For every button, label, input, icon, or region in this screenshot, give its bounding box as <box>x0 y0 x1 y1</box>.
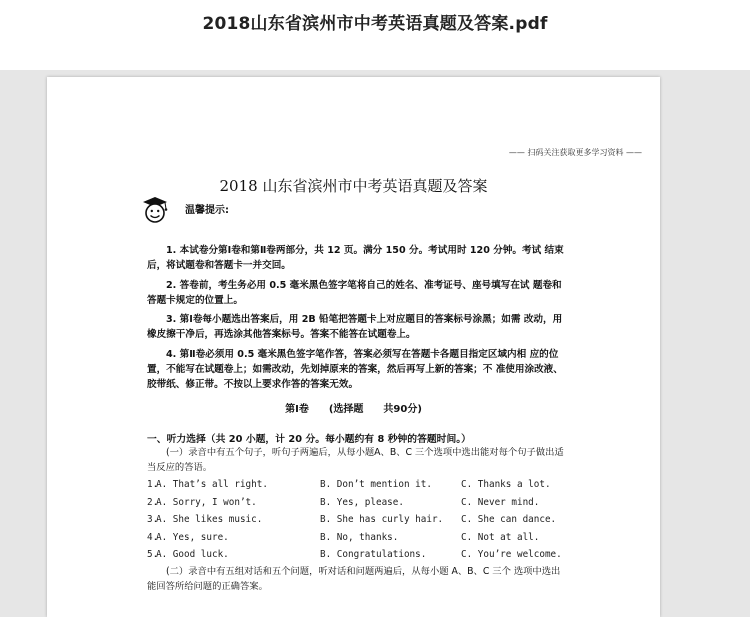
question-row <box>147 514 567 528</box>
option-a: A. Yes, sure. <box>156 531 229 543</box>
option-b: B. Don’t mention it. <box>320 479 432 490</box>
instruction-text: (一）录音中有五个句子，听句子两遍后，从每小题A、B、C 三个选项中选出能对每个句子做出适当反应的答语。 <box>147 447 564 473</box>
question-row <box>147 479 567 493</box>
section-title: 第Ⅰ卷 (选择题 共90分) <box>285 404 422 415</box>
note-item: 1. 本试卷分第Ⅰ卷和第Ⅱ卷两部分，共 12 页。满分 150 分。考试用时 120 分钟。考试 结束后，将试题卷和答题卡一并交回。 <box>147 245 564 271</box>
note-item: 3. 第Ⅰ卷每小题选出答案后，用 2B 铅笔把答题卡上对应题目的答案标号涂黑；如需 改动，用橡皮擦干净后，再选涂其他答案标号。答案不能答在试题卷上。 <box>147 314 563 341</box>
option-b: B. No, thanks. <box>320 531 399 543</box>
question-number: 5. <box>147 549 159 560</box>
file-title: 2018山东省滨州市中考英语真题及答案.pdf <box>202 14 548 34</box>
option-c: C. You’re welcome. <box>461 549 562 560</box>
option-a: A. That’s all right. <box>156 479 268 490</box>
note-item: 4. 第Ⅱ卷必须用 0.5 毫米黑色签字笔作答，答案必须写在答题卡各题目指定区域内相 应的位置，不能写在试题卷上；如需改动，先划掉原来的答案，然后再写上新的答案；不 准使用涂改液、胶带纸、修正带。不按以上要求作答的答案无效。 <box>147 348 563 390</box>
document-title: 2018 山东省滨州市中考英语真题及答案 <box>219 177 488 195</box>
tips-label: 温馨提示: <box>185 205 229 216</box>
option-a: A. Sorry, I won’t. <box>156 496 257 508</box>
question-row <box>147 497 567 511</box>
part-heading: 一、听力选择（共 20 小题，计 20 分。每小题约有 8 秒钟的答题时间。） <box>147 434 471 445</box>
option-b: B. Yes, please. <box>320 496 404 508</box>
question-number: 3. <box>147 514 159 525</box>
option-c: C. She can dance. <box>461 514 557 525</box>
option-b: B. Congratulations. <box>320 549 427 560</box>
question-row <box>147 549 567 563</box>
exam-notes <box>147 243 567 396</box>
option-a: A. Good luck. <box>156 549 229 560</box>
option-b: B. She has curly hair. <box>320 514 444 525</box>
question-number: 1. <box>147 479 159 490</box>
question-number: 4. <box>147 531 159 543</box>
document-page <box>47 77 660 617</box>
option-a: A. She likes music. <box>156 514 263 525</box>
question-number: 2. <box>147 496 159 508</box>
option-c: C. Never mind. <box>461 496 540 508</box>
header-note: —— 扫码关注获取更多学习资料 —— <box>508 148 642 157</box>
option-c: C. Thanks a lot. <box>461 479 551 490</box>
instruction-text: (二）录音中有五组对话和五个问题，听对话和问题两遍后，从每小题 A、B、C 三个 选项中选出能回答所给问题的正确答案。 <box>147 566 561 592</box>
viewer-header <box>0 0 750 70</box>
option-c: C. Not at all. <box>461 531 540 543</box>
note-item: 2. 答卷前，考生务必用 0.5 毫米黑色签字笔将自己的姓名、准考证号、座号填写在试 题卷和答题卡规定的位置上。 <box>147 279 562 306</box>
question-row <box>147 532 567 546</box>
graduate-smiley-icon <box>139 195 171 225</box>
